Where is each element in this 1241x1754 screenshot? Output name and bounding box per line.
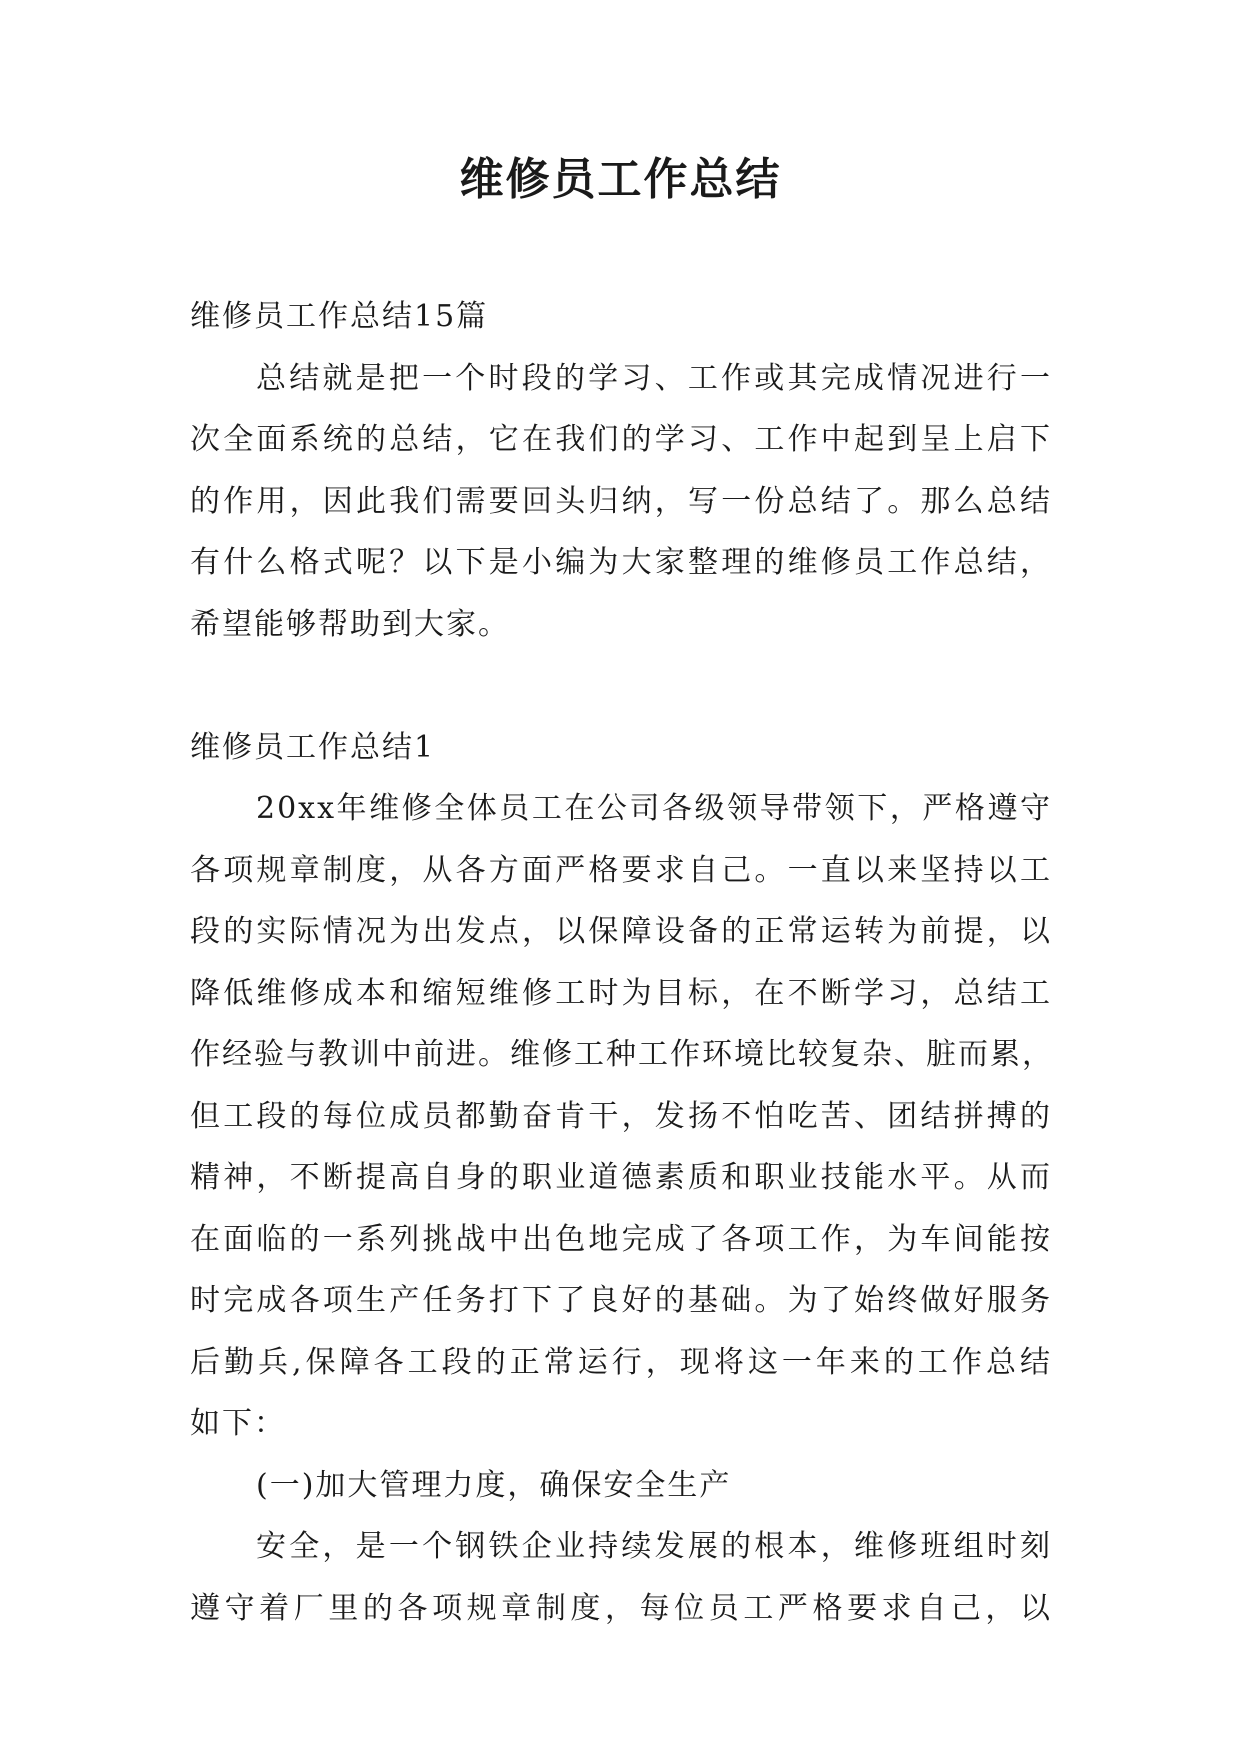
intro-line: 总结就是把一个时段的学习、工作或其完成情况进行一 bbox=[256, 360, 1052, 396]
body-line: 如下： bbox=[190, 1406, 286, 1441]
subheading: (一)加大管理力度，确保安全生产 bbox=[256, 1467, 732, 1503]
body-line: 但工段的每位成员都勤奋肯干，发扬不怕吃苦、团结拼搏的 bbox=[190, 1098, 1052, 1134]
body-line: 在面临的一系列挑战中出色地完成了各项工作，为车间能按 bbox=[190, 1221, 1052, 1257]
intro-line: 次全面系统的总结，它在我们的学习、工作中起到呈上启下 bbox=[190, 422, 1052, 457]
intro-line: 有什么格式呢？以下是小编为大家整理的维修员工作总结， bbox=[190, 545, 1052, 580]
body-line: 20xx年维修全体员工在公司各级领导带领下，严格遵守 bbox=[256, 791, 1052, 826]
body-line: 时完成各项生产任务打下了良好的基础。为了始终做好服务 bbox=[190, 1283, 1052, 1318]
intro-line: 希望能够帮助到大家。 bbox=[190, 606, 510, 642]
body-line: 降低维修成本和缩短维修工时为目标，在不断学习，总结工 bbox=[190, 975, 1052, 1011]
section1-paragraph bbox=[190, 778, 1052, 1455]
section-heading: 维修员工作总结1 bbox=[190, 729, 436, 765]
body-line: 后勤兵,保障各工段的正常运行，现将这一年来的工作总结 bbox=[190, 1344, 1052, 1380]
document-subtitle: 维修员工作总结15篇 bbox=[190, 299, 489, 334]
safety-paragraph bbox=[190, 1516, 1052, 1639]
body-line: 作经验与教训中前进。维修工种工作环境比较复杂、脏而累， bbox=[190, 1037, 1054, 1072]
body-line: 段的实际情况为出发点，以保障设备的正常运转为前提，以 bbox=[190, 914, 1052, 949]
document-title: 维修员工作总结 bbox=[459, 154, 782, 205]
intro-paragraph bbox=[190, 348, 1052, 656]
paragraph-gap bbox=[190, 655, 1052, 717]
document-body bbox=[190, 286, 1052, 1639]
body-line: 各项规章制度，从各方面严格要求自己。一直以来坚持以工 bbox=[190, 852, 1052, 888]
body-line: 精神，不断提高自身的职业道德素质和职业技能水平。从而 bbox=[190, 1160, 1052, 1195]
intro-line: 的作用，因此我们需要回头归纳，写一份总结了。那么总结 bbox=[190, 483, 1052, 519]
body-line: 安全，是一个钢铁企业持续发展的根本，维修班组时刻 bbox=[256, 1529, 1052, 1564]
body-line: 遵守着厂里的各项规章制度，每位员工严格要求自己，以 bbox=[190, 1590, 1052, 1626]
